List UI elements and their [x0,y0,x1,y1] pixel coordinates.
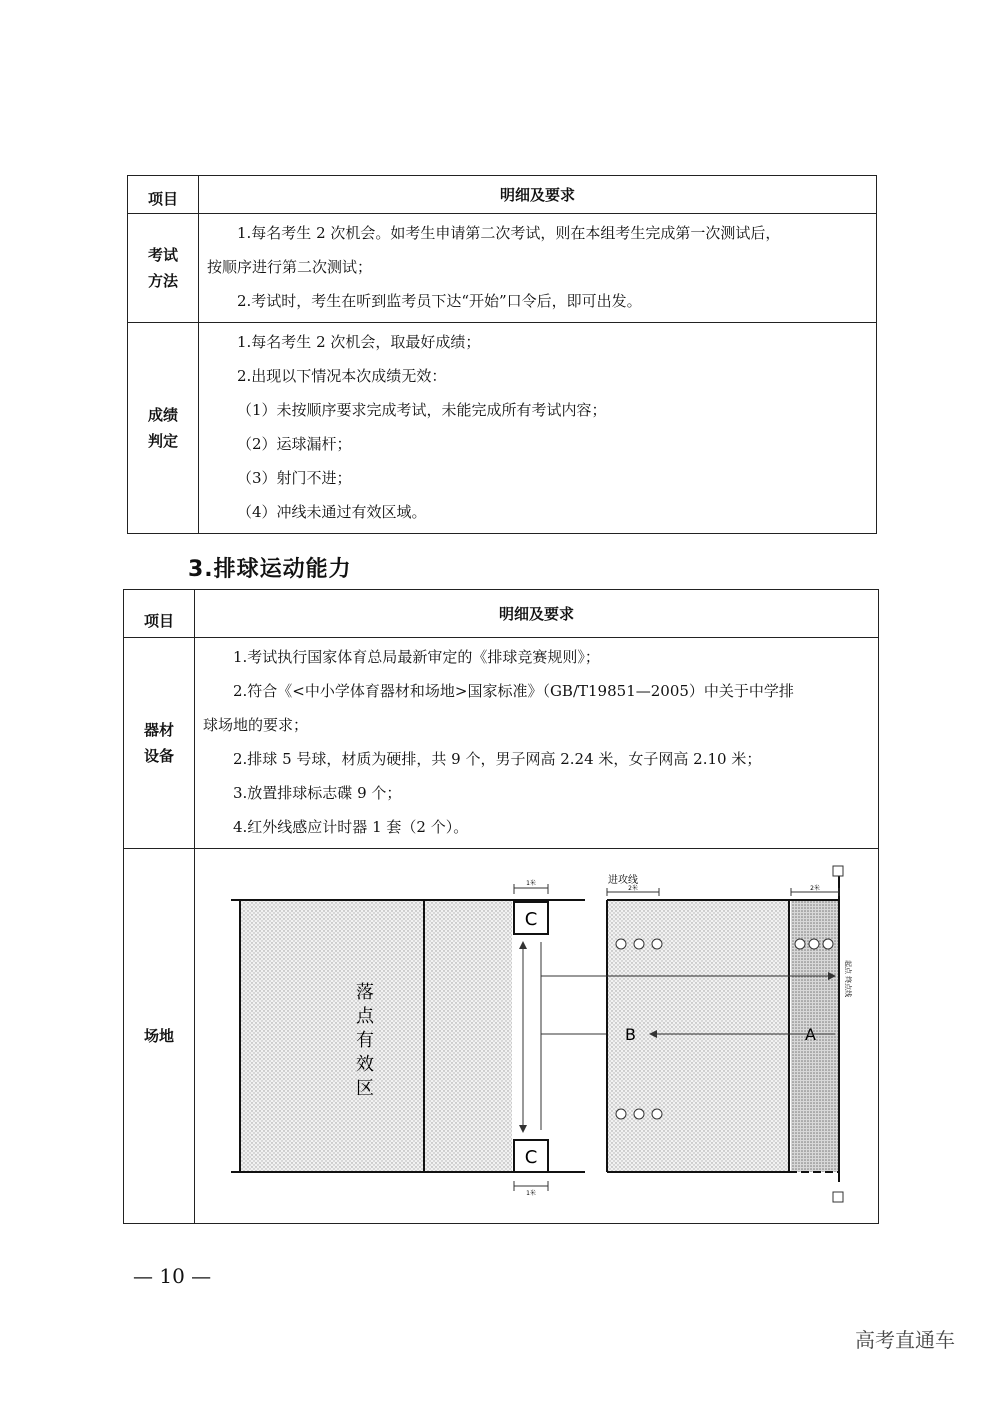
text-line: （2）运球漏杆； [237,435,352,453]
row-content-scoring [199,323,877,534]
text-line: 2.出现以下情况本次成绩无效： [237,367,447,385]
zone-char: 落 [356,981,374,1003]
zone-char: 区 [356,1077,374,1099]
row-label-exam-method: 考试 方法 [128,214,199,323]
text-line: 球场地的要求； [203,716,309,734]
start-finish-label: 起点 终点线 [844,959,852,997]
zone-char: 效 [356,1053,374,1075]
point-a: A [805,1024,816,1044]
requirements-table-1 [127,175,877,534]
row-label-venue: 场地 [124,849,195,1224]
text-line: （3）射门不进； [237,469,352,487]
header-detail: 明细及要求 [199,176,877,214]
volleyball-court-diagram [195,850,879,1223]
text-line: 按顺序进行第二次测试； [207,258,373,276]
point-b: B [625,1024,636,1044]
attack-line-label: 进攻线 [608,874,638,886]
text-line: （1）未按顺序要求完成考试，未能完成所有考试内容； [237,401,607,419]
row-label-scoring: 成绩 判定 [128,323,199,534]
zone-char: 有 [356,1029,374,1051]
text-line: 3.放置排球标志碟 9 个； [233,784,402,802]
text-line: 2.符合《<中小学体育器材和场地>国家标准》（GB/T19851—2005）中关于中学排 [233,682,794,700]
timer-sensor-bottom [833,1192,843,1202]
zone-char: 点 [356,1005,374,1027]
row-content-exam-method [199,214,877,323]
text-line: 1.每名考生 2 次机会。如考生申请第二次考试，则在本组考生完成第一次测试后， [237,224,781,242]
text-line: 1.考试执行国家体育总局最新审定的《排球竞赛规则》； [233,648,600,666]
requirements-table-2 [123,589,879,1224]
dim-label: 1米 [526,879,536,887]
text-line: 2.排球 5 号球，材质为硬排，共 9 个，男子网高 2.24 米，女子网高 2.10 米； [233,750,762,768]
timer-sensor-top [833,866,843,876]
landing-zone [240,900,512,1172]
section-title: 3.排球运动能力 [188,557,352,582]
text-line: 1.每名考生 2 次机会，取最好成绩； [237,333,481,351]
header-item: 项目 [124,590,195,638]
header-item: 项目 [128,176,199,214]
page-number: — 10 — [133,1264,212,1288]
c-box-label: C [524,908,538,930]
row-content-venue [195,849,879,1224]
watermark: 高考直通车 [855,1328,955,1352]
dim-label: 2米 [810,884,820,892]
c-box-label: C [524,1146,538,1168]
row-label-equipment: 器材 设备 [124,638,195,849]
text-line: 4.红外线感应计时器 1 套（2 个）。 [233,818,469,836]
text-line: （4）冲线未通过有效区域。 [237,503,427,521]
text-line: 2.考试时，考生在听到监考员下达“开始”口令后，即可出发。 [237,292,642,310]
dim-label: 2米 [628,884,638,892]
dim-label: 1米 [526,1189,536,1197]
row-content-equipment [195,638,879,849]
header-detail: 明细及要求 [195,590,879,638]
